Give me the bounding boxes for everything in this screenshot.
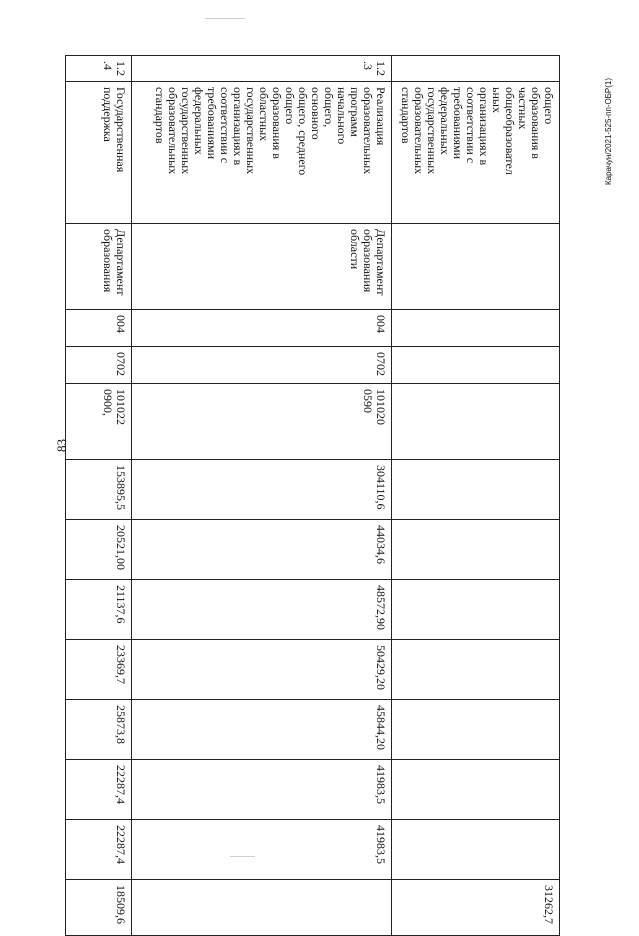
value-year: 41983,5 <box>132 820 392 880</box>
budget-table-rotated <box>66 55 560 924</box>
scan-smudge <box>205 18 245 19</box>
executor <box>392 224 560 310</box>
table-row <box>66 56 132 936</box>
value-year: 25873,8 <box>66 700 132 760</box>
table-row <box>392 56 560 936</box>
value-total: 304110,6 <box>132 460 392 520</box>
value-year: 44034,6 <box>132 520 392 580</box>
executor: Департамент образования области <box>132 224 392 310</box>
code-section: 0702 <box>66 347 132 384</box>
value-year: 50429,20 <box>132 640 392 700</box>
code-grbs: 004 <box>132 310 392 347</box>
code-target: 101022 0900, <box>66 384 132 460</box>
executor: Департамент образования <box>66 224 132 310</box>
value-year <box>392 820 560 880</box>
value-year: 18509,6 <box>66 880 132 936</box>
value-total: 153895,5 <box>66 460 132 520</box>
value-year: 22287,4 <box>66 820 132 880</box>
code-grbs <box>392 310 560 347</box>
measure-name: Государственная поддержка <box>66 82 132 224</box>
value-year <box>392 760 560 820</box>
value-year <box>392 520 560 580</box>
value-year: 21137,6 <box>66 580 132 640</box>
value-year: 41983,5 <box>132 760 392 820</box>
code-grbs: 004 <box>66 310 132 347</box>
document-registration-note: Карачун/2021-525-пп-ОБР(1) <box>604 77 613 185</box>
code-target: 101020 0590 <box>132 384 392 460</box>
table-row <box>132 56 392 936</box>
value-year: 20521,00 <box>66 520 132 580</box>
value-year <box>392 580 560 640</box>
measure-name: Реализация образовательных программ начального общего, основного общего, среднего общего образования в областных государственных организациях в соответствии с требованиями федеральных государственных образовательных стандартов <box>132 82 392 224</box>
row-number: 1.2.3 <box>132 56 392 82</box>
value-year: 23369,7 <box>66 640 132 700</box>
value-year: 45844,20 <box>132 700 392 760</box>
value-year: 22287,4 <box>66 760 132 820</box>
value-year <box>392 640 560 700</box>
value-total <box>392 460 560 520</box>
value-year: 48572,90 <box>132 580 392 640</box>
code-section: 0702 <box>132 347 392 384</box>
value-year: 31262,7 <box>392 880 560 936</box>
page-number: 83 <box>54 439 69 452</box>
code-target <box>392 384 560 460</box>
value-year <box>132 880 392 936</box>
value-year <box>392 700 560 760</box>
row-number: 1.2.4 <box>66 56 132 82</box>
row-number <box>392 56 560 82</box>
budget-table <box>65 55 560 936</box>
code-section <box>392 347 560 384</box>
measure-name: общего образования в частных общеобразовател ьных организациях в соответствии с требованиями федеральных государственных образовательных стандартов <box>392 82 560 224</box>
